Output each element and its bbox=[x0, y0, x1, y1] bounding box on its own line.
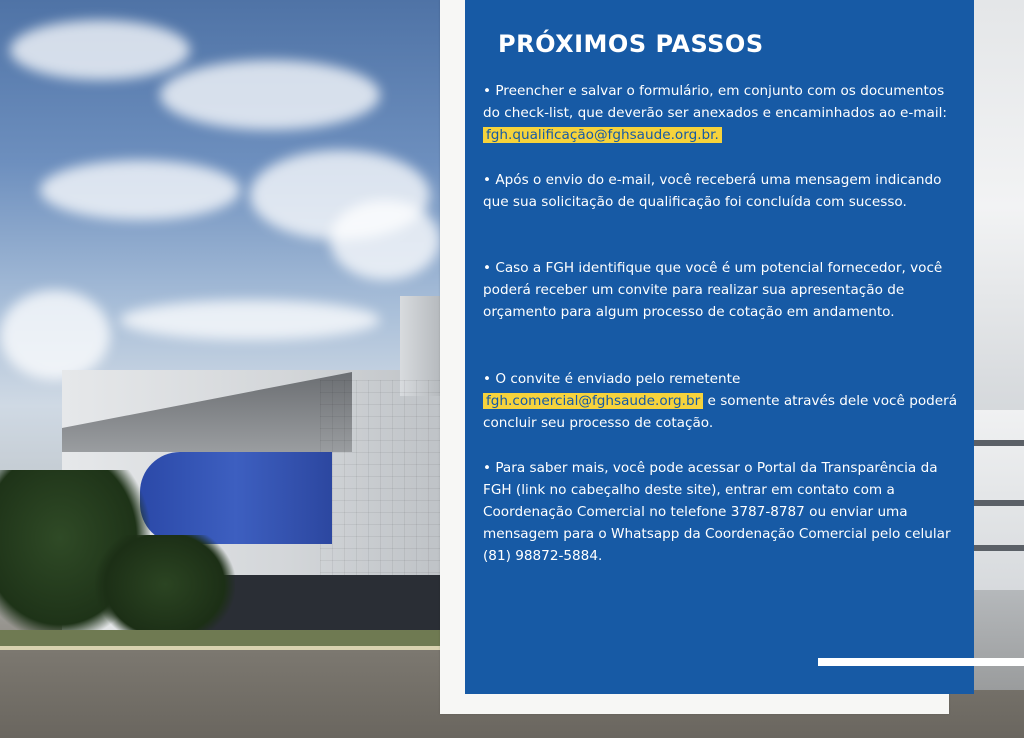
cloud bbox=[330, 200, 440, 280]
step-text: • O convite é enviado pelo remetente bbox=[483, 371, 741, 387]
step-paragraph-5: • Para saber mais, você pode acessar o Portal da Transparência da FGH (link no cabeçalho deste site), entrar em contato com a Coordenação Comercial no telefone 3787-8787 ou enviar uma mensagem para o Whatsapp da Coordenação Comercial pelo celular (81) 98872-5884. bbox=[483, 460, 951, 564]
cloud bbox=[40, 160, 240, 220]
accent-line bbox=[818, 658, 1024, 666]
right-window bbox=[974, 440, 1024, 446]
cloud bbox=[10, 20, 190, 80]
bush bbox=[95, 535, 235, 645]
step-paragraph-3: • Caso a FGH identifique que você é um potencial fornecedor, você poderá receber um convite para realizar sua apresentação de orçamento para algum processo de cotação em andamento. bbox=[483, 260, 943, 320]
blue-mural bbox=[140, 452, 332, 544]
email-link-comercial[interactable]: fgh.comercial@fghsaude.org.br bbox=[483, 393, 703, 409]
cloud bbox=[160, 60, 380, 130]
card-title: PRÓXIMOS PASSOS bbox=[498, 30, 764, 58]
step-paragraph-4 bbox=[483, 368, 958, 434]
cloud bbox=[0, 290, 110, 380]
step-paragraph-2: • Após o envio do e-mail, você receberá uma mensagem indicando que sua solicitação de qualificação foi concluída com sucesso. bbox=[483, 172, 942, 210]
step-text: e somente através dele você poderá concluir seu processo de cotação. bbox=[483, 393, 958, 431]
right-window bbox=[974, 545, 1024, 551]
right-window bbox=[974, 500, 1024, 506]
cloud bbox=[120, 300, 380, 340]
step-paragraph-1 bbox=[483, 80, 958, 146]
email-link-qualificacao[interactable]: fgh.qualificação@fghsaude.org.br. bbox=[483, 127, 722, 143]
step-text: • Preencher e salvar o formulário, em conjunto com os documentos do check-list, que deverão ser anexados e encaminhados ao e-mail: bbox=[483, 83, 947, 121]
